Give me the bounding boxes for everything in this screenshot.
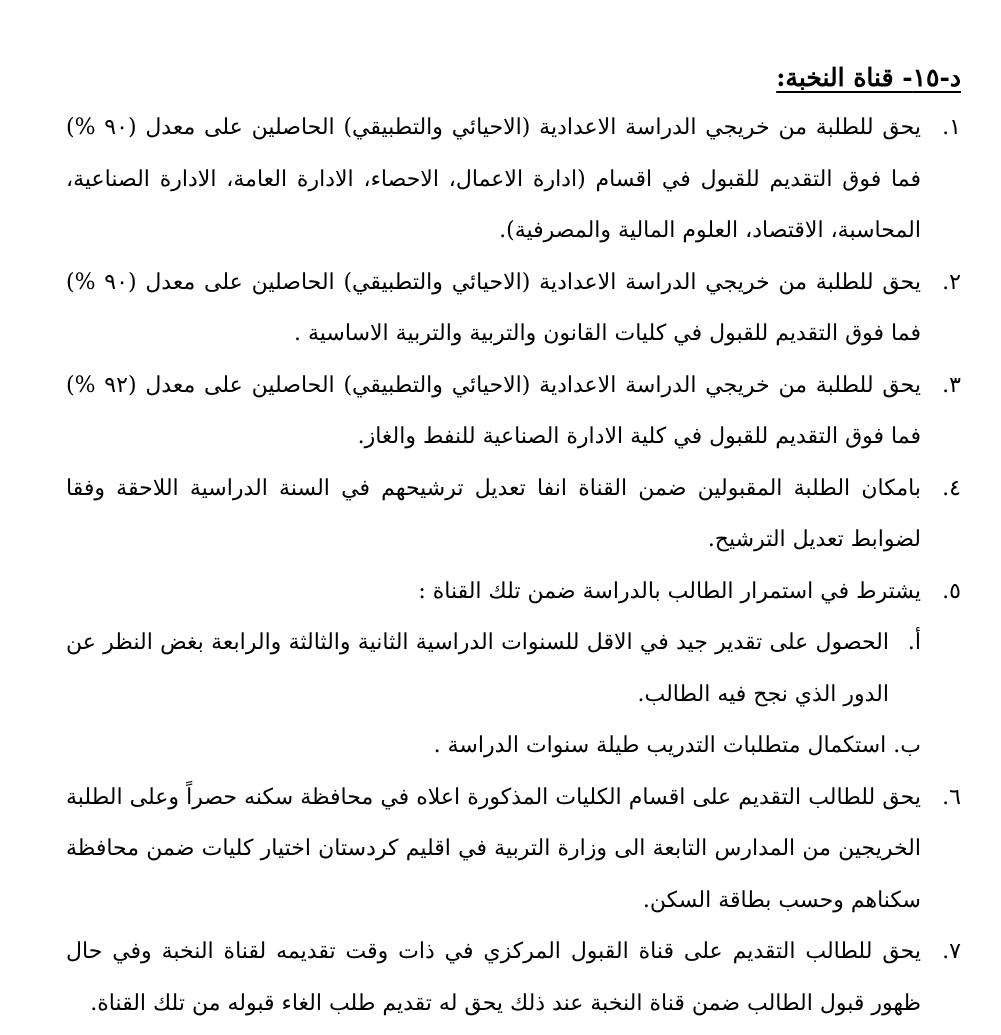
item-number: ٦. — [942, 784, 961, 810]
sub-item-text: ب. استكمال متطلبات التدريب طيلة سنوات الدراسة . — [433, 733, 921, 758]
item-number: ٧. — [942, 939, 961, 964]
list-item-7 — [66, 926, 961, 1029]
document-page — [66, 56, 961, 1029]
list-item-5 — [66, 566, 961, 618]
list-item-3 — [66, 360, 961, 463]
section-heading: د-١٥- قناة النخبة: — [776, 63, 961, 92]
item-text: يحق للطالب التقديم على قناة القبول المركزي في ذات وقت تقديمه لقناة النخبة وفي حال ظهور قبول الطالب ضمن قناة النخبة عند ذلك يحق له تقديم طلب الغاء قبوله من تلك القناة. — [66, 939, 921, 1016]
list-item-2 — [66, 257, 961, 360]
list-item-1 — [66, 102, 961, 257]
sub-item-letter: أ. — [907, 630, 921, 655]
sub-item-text: الحصول على تقدير جيد في الاقل للسنوات الدراسية الثانية والثالثة والرابعة بغض النظر عن الدور الذي نجح فيه الطالب. — [66, 630, 889, 707]
item-number: ١. — [942, 115, 961, 140]
item-text: يحق للطلبة من خريجي الدراسة الاعدادية (الاحيائي والتطبيقي) الحاصلين على معدل (٩٠ %) فما فوق التقديم للقبول في اقسام (ادارة الاعمال، الاحصاء، الادارة العامة، الادارة الصناعية، المحاسبة، الاقتصاد، العلوم المالية والمصرفية). — [66, 115, 921, 243]
item-number: ٤. — [942, 475, 961, 501]
sub-item-b — [66, 720, 961, 772]
list-item-6 — [66, 772, 961, 927]
item-number: ٢. — [942, 269, 961, 295]
item-text: يشترط في استمرار الطالب بالدراسة ضمن تلك القناة : — [418, 578, 921, 604]
item-text: بامكان الطلبة المقبولين ضمن القناة انفا تعديل ترشيحهم في السنة الدراسية اللاحقة وفقا لضوابط تعديل الترشيح. — [66, 475, 921, 552]
sub-item-a — [66, 617, 961, 720]
list-item-4 — [66, 463, 961, 566]
item-text: يحق للطلبة من خريجي الدراسة الاعدادية (الاحيائي والتطبيقي) الحاصلين على معدل (٩٠ %) فما فوق التقديم للقبول في كليات القانون والتربية والتربية الاساسية . — [66, 269, 921, 346]
item-text: يحق للطلبة من خريجي الدراسة الاعدادية (الاحيائي والتطبيقي) الحاصلين على معدل (٩٢ %) فما فوق التقديم للقبول في كلية الادارة الصناعية للنفط والغاز. — [66, 372, 921, 449]
item-text: يحق للطالب التقديم على اقسام الكليات المذكورة اعلاه في محافظة سكنه حصراً وعلى الطلبة الخريجين من المدارس التابعة الى وزارة التربية في اقليم كردستان اختيار كليات ضمن محافظة سكناهم وحسب بطاقة السكن. — [66, 784, 921, 913]
item-number: ٣. — [942, 372, 961, 398]
item-number: ٥. — [942, 578, 961, 604]
